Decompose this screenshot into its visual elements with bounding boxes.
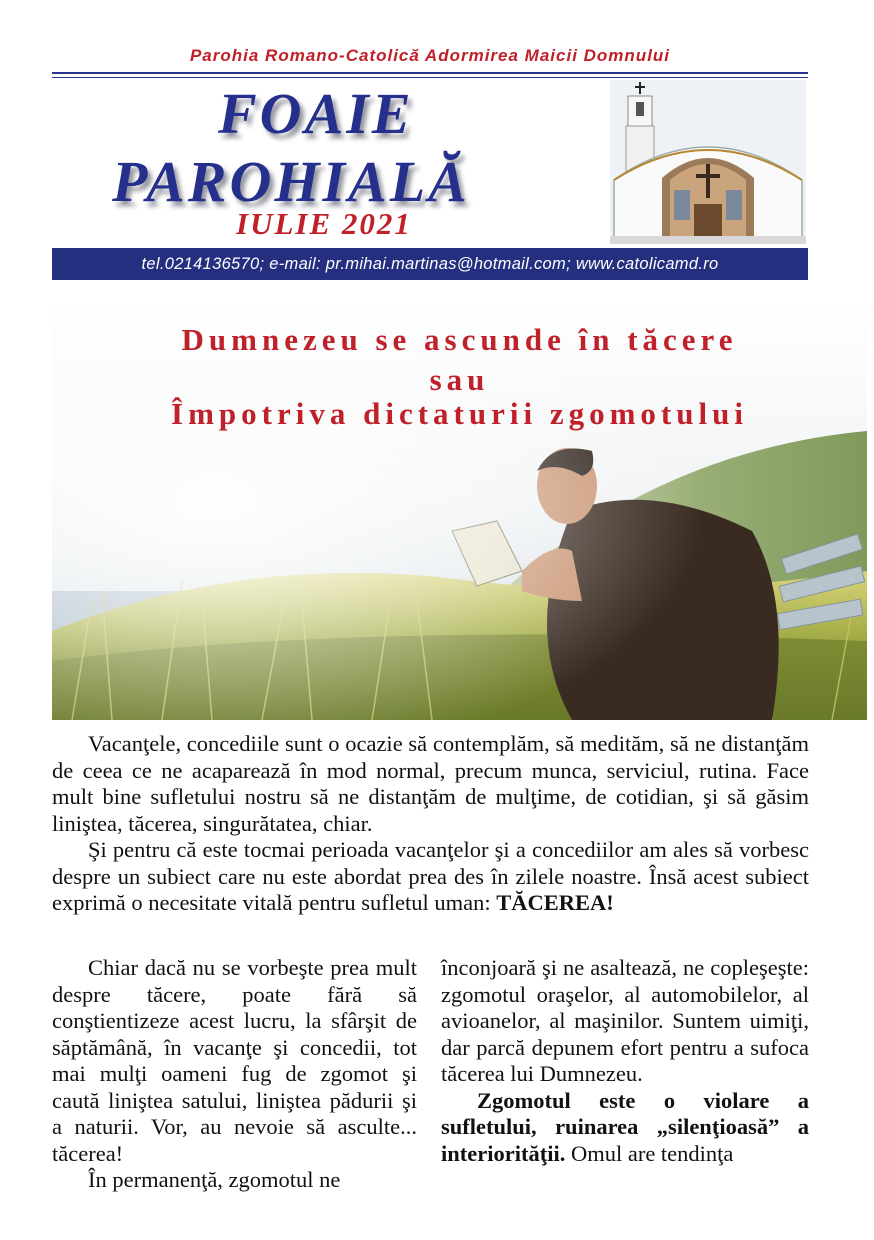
parish-name: Parohia Romano-Catolică Adormirea Maicii Domnului bbox=[189, 46, 671, 65]
article-intro bbox=[52, 731, 809, 917]
left-paragraph-1: Chiar dacă nu se vorbeşte prea mult despre tăcere, poate fără să conştientizeze acest lucru, la sfârşit de săptămână, în vacanţe şi concedii, tot mai mulţi oameni fug de zgomot şi caută liniştea satului, liniştea pădurii şi a naturii. Vor, au nevoie să asculte... tăcerea! bbox=[52, 955, 417, 1166]
masthead-title-line1: FOAIE bbox=[218, 81, 414, 146]
article-title-line1: Dumnezeu se ascunde în tăcere bbox=[181, 322, 738, 357]
header-rule-thin bbox=[52, 77, 808, 78]
left-paragraph-2: În permanenţă, zgomotul ne bbox=[88, 1167, 341, 1192]
church-photo bbox=[610, 80, 806, 244]
issue-date: IULIE 2021 bbox=[236, 206, 412, 241]
article-column-right bbox=[441, 955, 809, 1167]
right-paragraph-2 bbox=[441, 1088, 809, 1168]
right-paragraph-1: înconjoară şi ne asaltează, ne copleşeşte: zgomotul oraşelor, al automobilelor, al avioanelor, al maşinilor. Suntem uimiţi, dar parcă depunem efort pentru a sufoca tăcerea lui Dumnezeu. bbox=[441, 955, 809, 1086]
intro-emphasis: TĂCEREA! bbox=[496, 890, 614, 915]
article-title-line2: sau bbox=[429, 362, 490, 397]
right-paragraph-2-text: Omul are tendinţa bbox=[565, 1140, 734, 1166]
contact-bar: tel.0214136570; e-mail: pr.mihai.martinas@hotmail.com; www.catolicamd.ro bbox=[52, 248, 808, 280]
intro-paragraph-1: Vacanţele, concediile sunt o ocazie să contemplăm, să medităm, să ne distanţăm de ceea ce ne acaparează în mod normal, precum munca, serviciul, rutina. Face mult bine sufletului nostru să ne distanţăm de mulţime, de cotidian, şi să găsim liniştea, tăcerea, singurătatea, chiar. bbox=[52, 731, 809, 836]
masthead-title-line2: PAROHIALĂ bbox=[112, 149, 470, 214]
right-paragraph-2-bold: Zgomotul este o violare a sufletului, ruinarea „silenţioasă” a interiorităţii. bbox=[441, 1087, 809, 1166]
intro-paragraph-2-text: Şi pentru că este tocmai perioada vacanţelor şi a concediilor am ales să vorbesc despre un subiect care nu este abordat prea des în zilele noastre. Însă acest subiect exprimă o necesitate vitală pentru sufletul uman: bbox=[52, 837, 809, 915]
article-column-left bbox=[52, 955, 417, 1194]
header-rule bbox=[52, 72, 808, 74]
intro-paragraph-2 bbox=[52, 837, 809, 917]
article-title-line3: Împotriva dictaturii zgomotului bbox=[171, 396, 748, 431]
